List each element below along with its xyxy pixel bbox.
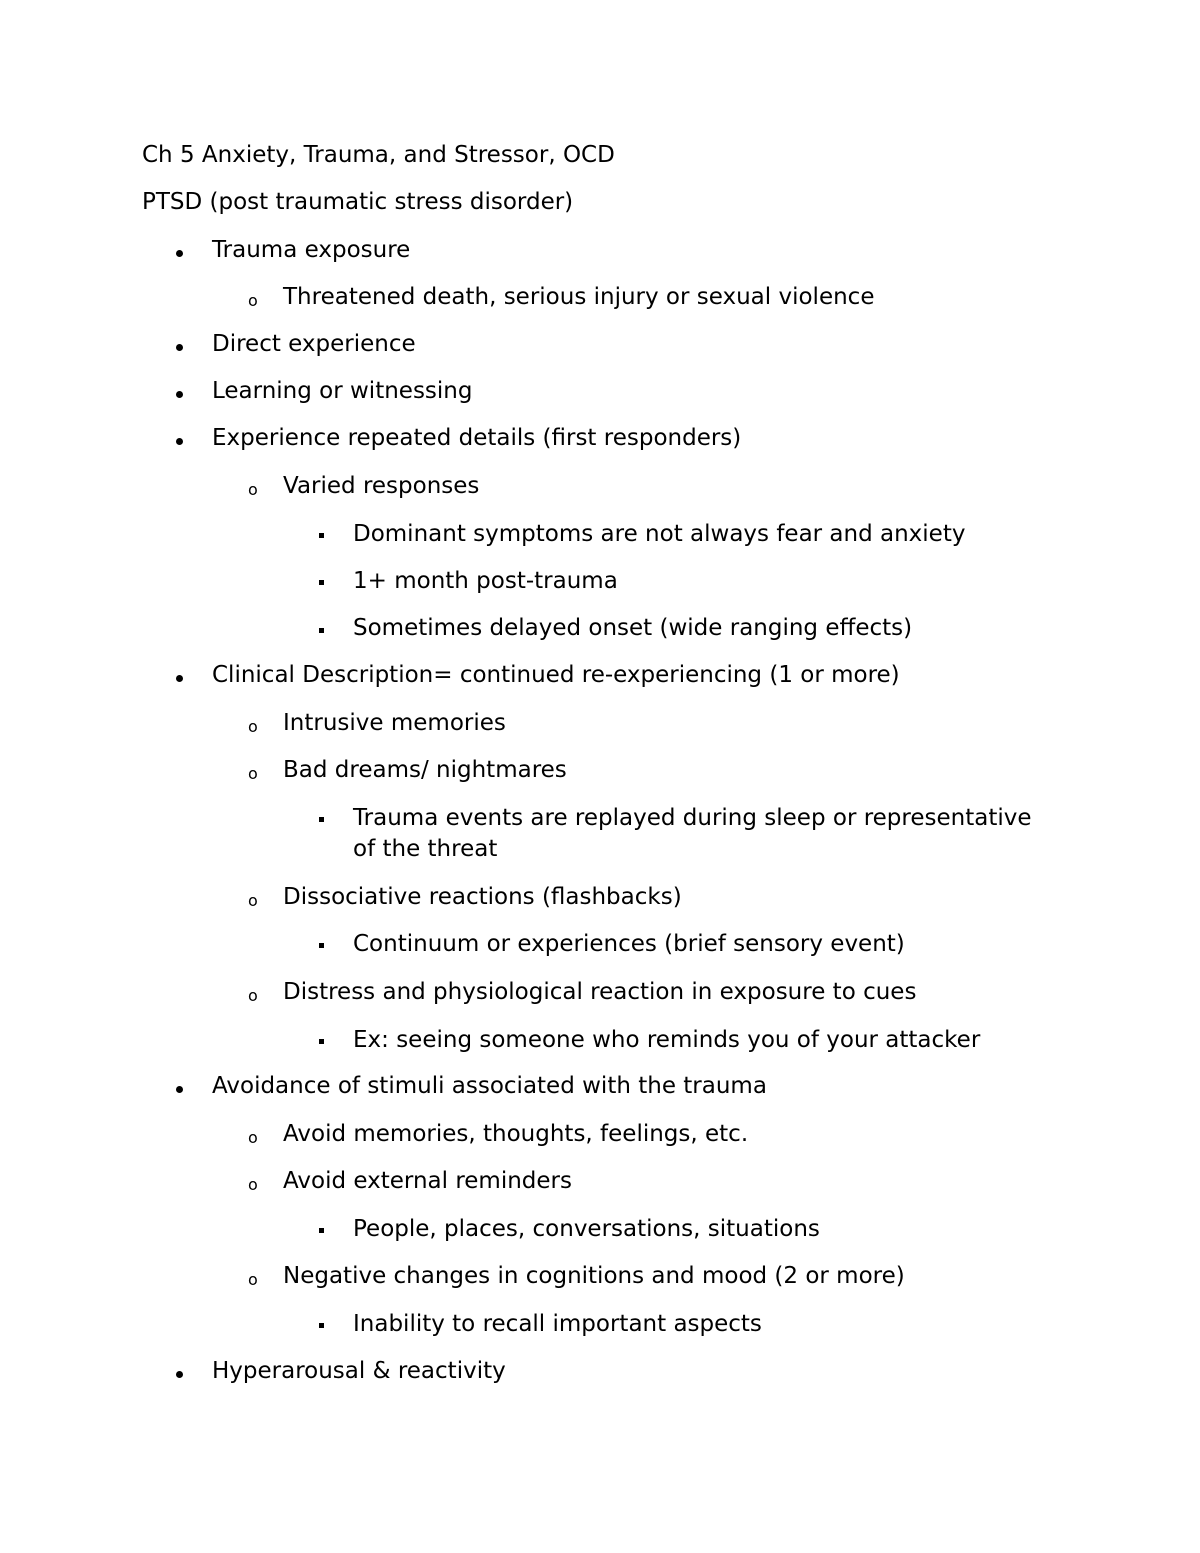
- list-item: Trauma events are replayed during sleep or representative of the threat: [353, 805, 1032, 862]
- bullet-circle-icon: o: [248, 291, 258, 310]
- bullet-disc-icon: [176, 344, 183, 351]
- list-item: Trauma exposure: [212, 237, 411, 263]
- bullet-disc-icon: [176, 675, 183, 682]
- list-item: Intrusive memories: [283, 710, 506, 736]
- bullet-square-icon: [319, 1039, 324, 1044]
- list-item: Experience repeated details (first responders): [212, 425, 742, 451]
- bullet-disc-icon: [176, 438, 183, 445]
- document-subtitle: PTSD (post traumatic stress disorder): [142, 189, 574, 215]
- list-item: Distress and physiological reaction in exposure to cues: [283, 979, 917, 1005]
- list-item: Sometimes delayed onset (wide ranging effects): [353, 615, 913, 641]
- list-item: Varied responses: [283, 473, 480, 499]
- bullet-square-icon: [319, 817, 324, 822]
- list-item: Dissociative reactions (flashbacks): [283, 884, 682, 910]
- list-item: Negative changes in cognitions and mood (2 or more): [283, 1263, 905, 1289]
- bullet-square-icon: [319, 943, 324, 948]
- list-item: Avoid memories, thoughts, feelings, etc.: [283, 1121, 749, 1147]
- list-item: Learning or witnessing: [212, 378, 473, 404]
- list-item: Threatened death, serious injury or sexual violence: [283, 284, 875, 310]
- list-item: 1+ month post-trauma: [353, 568, 618, 594]
- document-title: Ch 5 Anxiety, Trauma, and Stressor, OCD: [142, 142, 615, 168]
- bullet-square-icon: [319, 628, 324, 633]
- bullet-disc-icon: [176, 1371, 183, 1378]
- bullet-square-icon: [319, 1228, 324, 1233]
- bullet-circle-icon: o: [248, 1128, 258, 1147]
- list-item: Ex: seeing someone who reminds you of your attacker: [353, 1027, 981, 1053]
- list-item: Bad dreams/ nightmares: [283, 757, 567, 783]
- list-item: People, places, conversations, situations: [353, 1216, 820, 1242]
- bullet-circle-icon: o: [248, 891, 258, 910]
- bullet-square-icon: [319, 533, 324, 538]
- bullet-circle-icon: o: [248, 1175, 258, 1194]
- list-item: Clinical Description= continued re-experiencing (1 or more): [212, 662, 900, 688]
- bullet-square-icon: [319, 1323, 324, 1328]
- bullet-circle-icon: o: [248, 480, 258, 499]
- bullet-circle-icon: o: [248, 1270, 258, 1289]
- list-item: Dominant symptoms are not always fear and anxiety: [353, 521, 966, 547]
- list-item: Avoidance of stimuli associated with the trauma: [212, 1073, 767, 1099]
- bullet-circle-icon: o: [248, 717, 258, 736]
- list-item: Inability to recall important aspects: [353, 1311, 762, 1337]
- bullet-disc-icon: [176, 391, 183, 398]
- list-item: Direct experience: [212, 331, 416, 357]
- bullet-disc-icon: [176, 1086, 183, 1093]
- bullet-circle-icon: o: [248, 764, 258, 783]
- list-item: Avoid external reminders: [283, 1168, 572, 1194]
- bullet-circle-icon: o: [248, 986, 258, 1005]
- list-item: Continuum or experiences (brief sensory event): [353, 931, 905, 957]
- bullet-square-icon: [319, 580, 324, 585]
- bullet-disc-icon: [176, 250, 183, 257]
- list-item: Hyperarousal & reactivity: [212, 1358, 506, 1384]
